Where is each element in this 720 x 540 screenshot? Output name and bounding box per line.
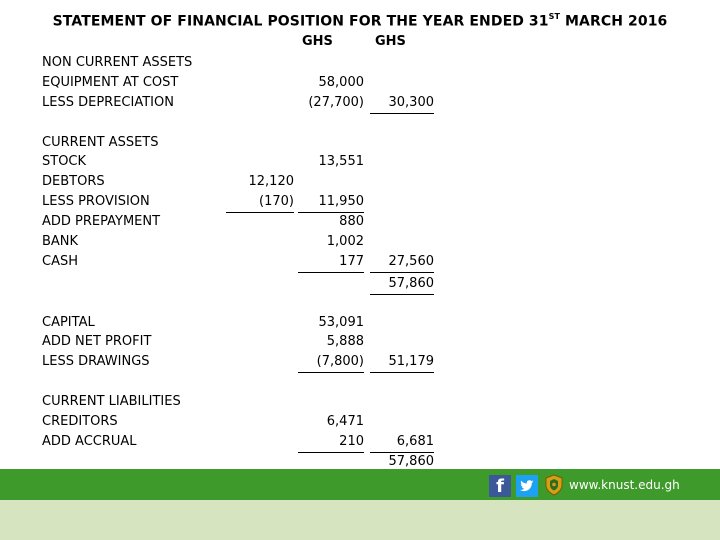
label-prepayment: ADD PREPAYMENT [42,214,161,229]
facebook-icon[interactable]: f [489,475,511,497]
label-bank: BANK [42,234,79,249]
footer-strip [0,500,720,540]
label-accrual: ADD ACCRUAL [42,434,137,449]
label-creditors: CREDITORS [42,414,118,429]
value-drawings: (7,800) [298,352,364,373]
label-net-profit: ADD NET PROFIT [42,334,152,349]
heading-current-assets: CURRENT ASSETS [42,135,159,150]
label-debtors: DEBTORS [42,174,105,189]
value-provision: (170) [226,192,294,213]
value-creditors: 6,471 [326,414,364,429]
value-capital: 53,091 [318,315,364,330]
column-header-ghs-2: GHS [375,34,406,49]
label-provision: LESS PROVISION [42,194,150,209]
value-depreciation: (27,700) [308,95,364,110]
value-stock: 13,551 [318,154,364,169]
value-cash: 177 [298,252,364,273]
statement-title: STATEMENT OF FINANCIAL POSITION FOR THE YEAR ENDED 31ST MARCH 2016 [52,12,668,30]
value-accrual: 210 [298,432,364,453]
value-debtors: 12,120 [248,174,294,189]
value-prepayment: 880 [339,214,364,229]
label-depreciation: LESS DEPRECIATION [42,95,174,110]
value-current-assets-total: 27,560 [370,252,434,273]
value-equipment: 58,000 [318,75,364,90]
value-bank: 1,002 [326,234,364,249]
column-header-ghs-1: GHS [302,34,333,49]
label-equipment: EQUIPMENT AT COST [42,75,179,90]
value-non-current-net: 30,300 [370,93,434,114]
label-cash: CASH [42,254,78,269]
label-stock: STOCK [42,154,87,169]
value-liabilities-total: 6,681 [370,432,434,453]
heading-non-current-assets: NON CURRENT ASSETS [42,55,193,70]
website-link[interactable]: www.knust.edu.gh [569,478,680,492]
knust-crest-icon [544,474,564,496]
label-capital: CAPITAL [42,315,95,330]
value-capital-total: 51,179 [370,352,434,373]
label-drawings: LESS DRAWINGS [42,354,150,369]
value-net-profit: 5,888 [326,334,364,349]
heading-current-liabilities: CURRENT LIABILITIES [42,394,181,409]
twitter-icon[interactable] [516,475,538,497]
value-total-assets: 57,860 [370,274,434,295]
value-net-debtors: 11,950 [298,192,364,213]
value-total-equity-liabilities: 57,860 [370,452,434,473]
